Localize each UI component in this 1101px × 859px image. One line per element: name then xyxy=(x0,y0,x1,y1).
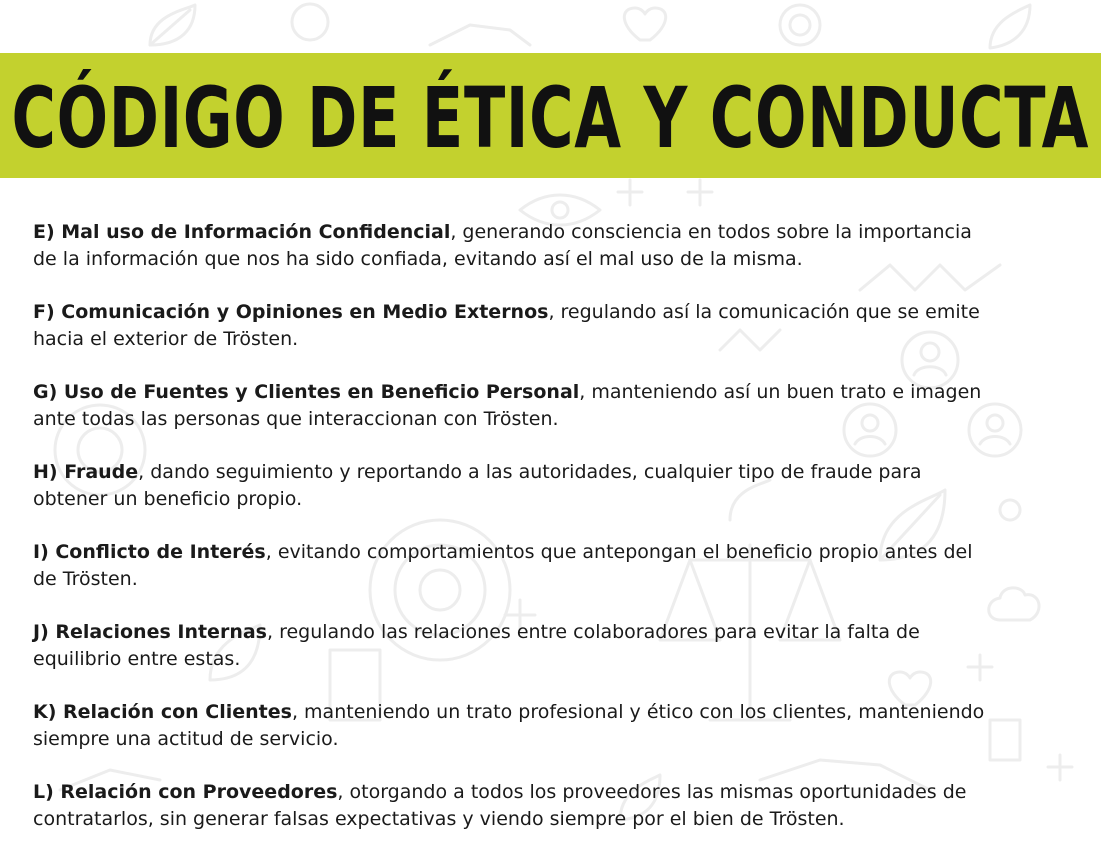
hand-icon xyxy=(430,25,530,45)
list-item xyxy=(33,459,993,513)
heart-icon xyxy=(624,8,665,40)
list-item xyxy=(33,619,993,673)
item-heading: E) Mal uso de Información Confidencial xyxy=(33,221,451,243)
item-text: , regulando así la comunicación que se emite hacia el exterior de Trösten. xyxy=(33,301,980,350)
item-heading: K) Relación con Clientes xyxy=(33,701,292,723)
circle-icon xyxy=(1000,500,1020,520)
list-item xyxy=(33,299,993,353)
item-text: , generando consciencia en todos sobre la importancia de la información que nos ha sido confiada, evitando así el mal uso de la misma. xyxy=(33,221,972,270)
list-item xyxy=(33,779,993,833)
item-heading: I) Conflicto de Interés xyxy=(33,541,266,563)
list-item xyxy=(33,699,993,753)
item-text: , evitando comportamientos que antepongan el beneficio propio antes del de Trösten. xyxy=(33,541,973,590)
leaf-icon xyxy=(150,5,195,45)
leaf-icon xyxy=(990,5,1030,48)
item-heading: G) Uso de Fuentes y Clientes en Beneficio Personal xyxy=(33,381,580,403)
item-heading: F) Comunicación y Opiniones en Medio Externos xyxy=(33,301,549,323)
item-heading: J) Relaciones Internas xyxy=(33,621,267,643)
target-icon xyxy=(780,5,820,45)
list-item xyxy=(33,379,993,433)
list-item xyxy=(33,219,993,273)
item-text: , manteniendo así un buen trato e imagen ante todas las personas que interaccionan con Trösten. xyxy=(33,381,982,430)
item-heading: L) Relación con Proveedores xyxy=(33,781,338,803)
item-text: , regulando las relaciones entre colaboradores para evitar la falta de equilibrio entre estas. xyxy=(33,621,920,670)
list-item xyxy=(33,539,993,593)
item-text: , manteniendo un trato profesional y ético con los clientes, manteniendo siempre una actitud de servicio. xyxy=(33,701,985,750)
plus-icon xyxy=(618,180,712,205)
page-title: CÓDIGO DE ÉTICA Y CONDUCTA xyxy=(11,68,1090,167)
title-banner xyxy=(0,53,1101,178)
item-text: , dando seguimiento y reportando a las autoridades, cualquier tipo de fraude para obtener un beneficio propio. xyxy=(33,461,922,510)
ethics-items-list xyxy=(33,219,993,859)
cloud-icon xyxy=(989,588,1039,620)
circle-icon xyxy=(292,4,328,40)
item-text: , otorgando a todos los proveedores las mismas oportunidades de contratarlos, sin generar falsas expectativas y viendo siempre por el bien de Trösten. xyxy=(33,781,967,830)
item-heading: H) Fraude xyxy=(33,461,139,483)
